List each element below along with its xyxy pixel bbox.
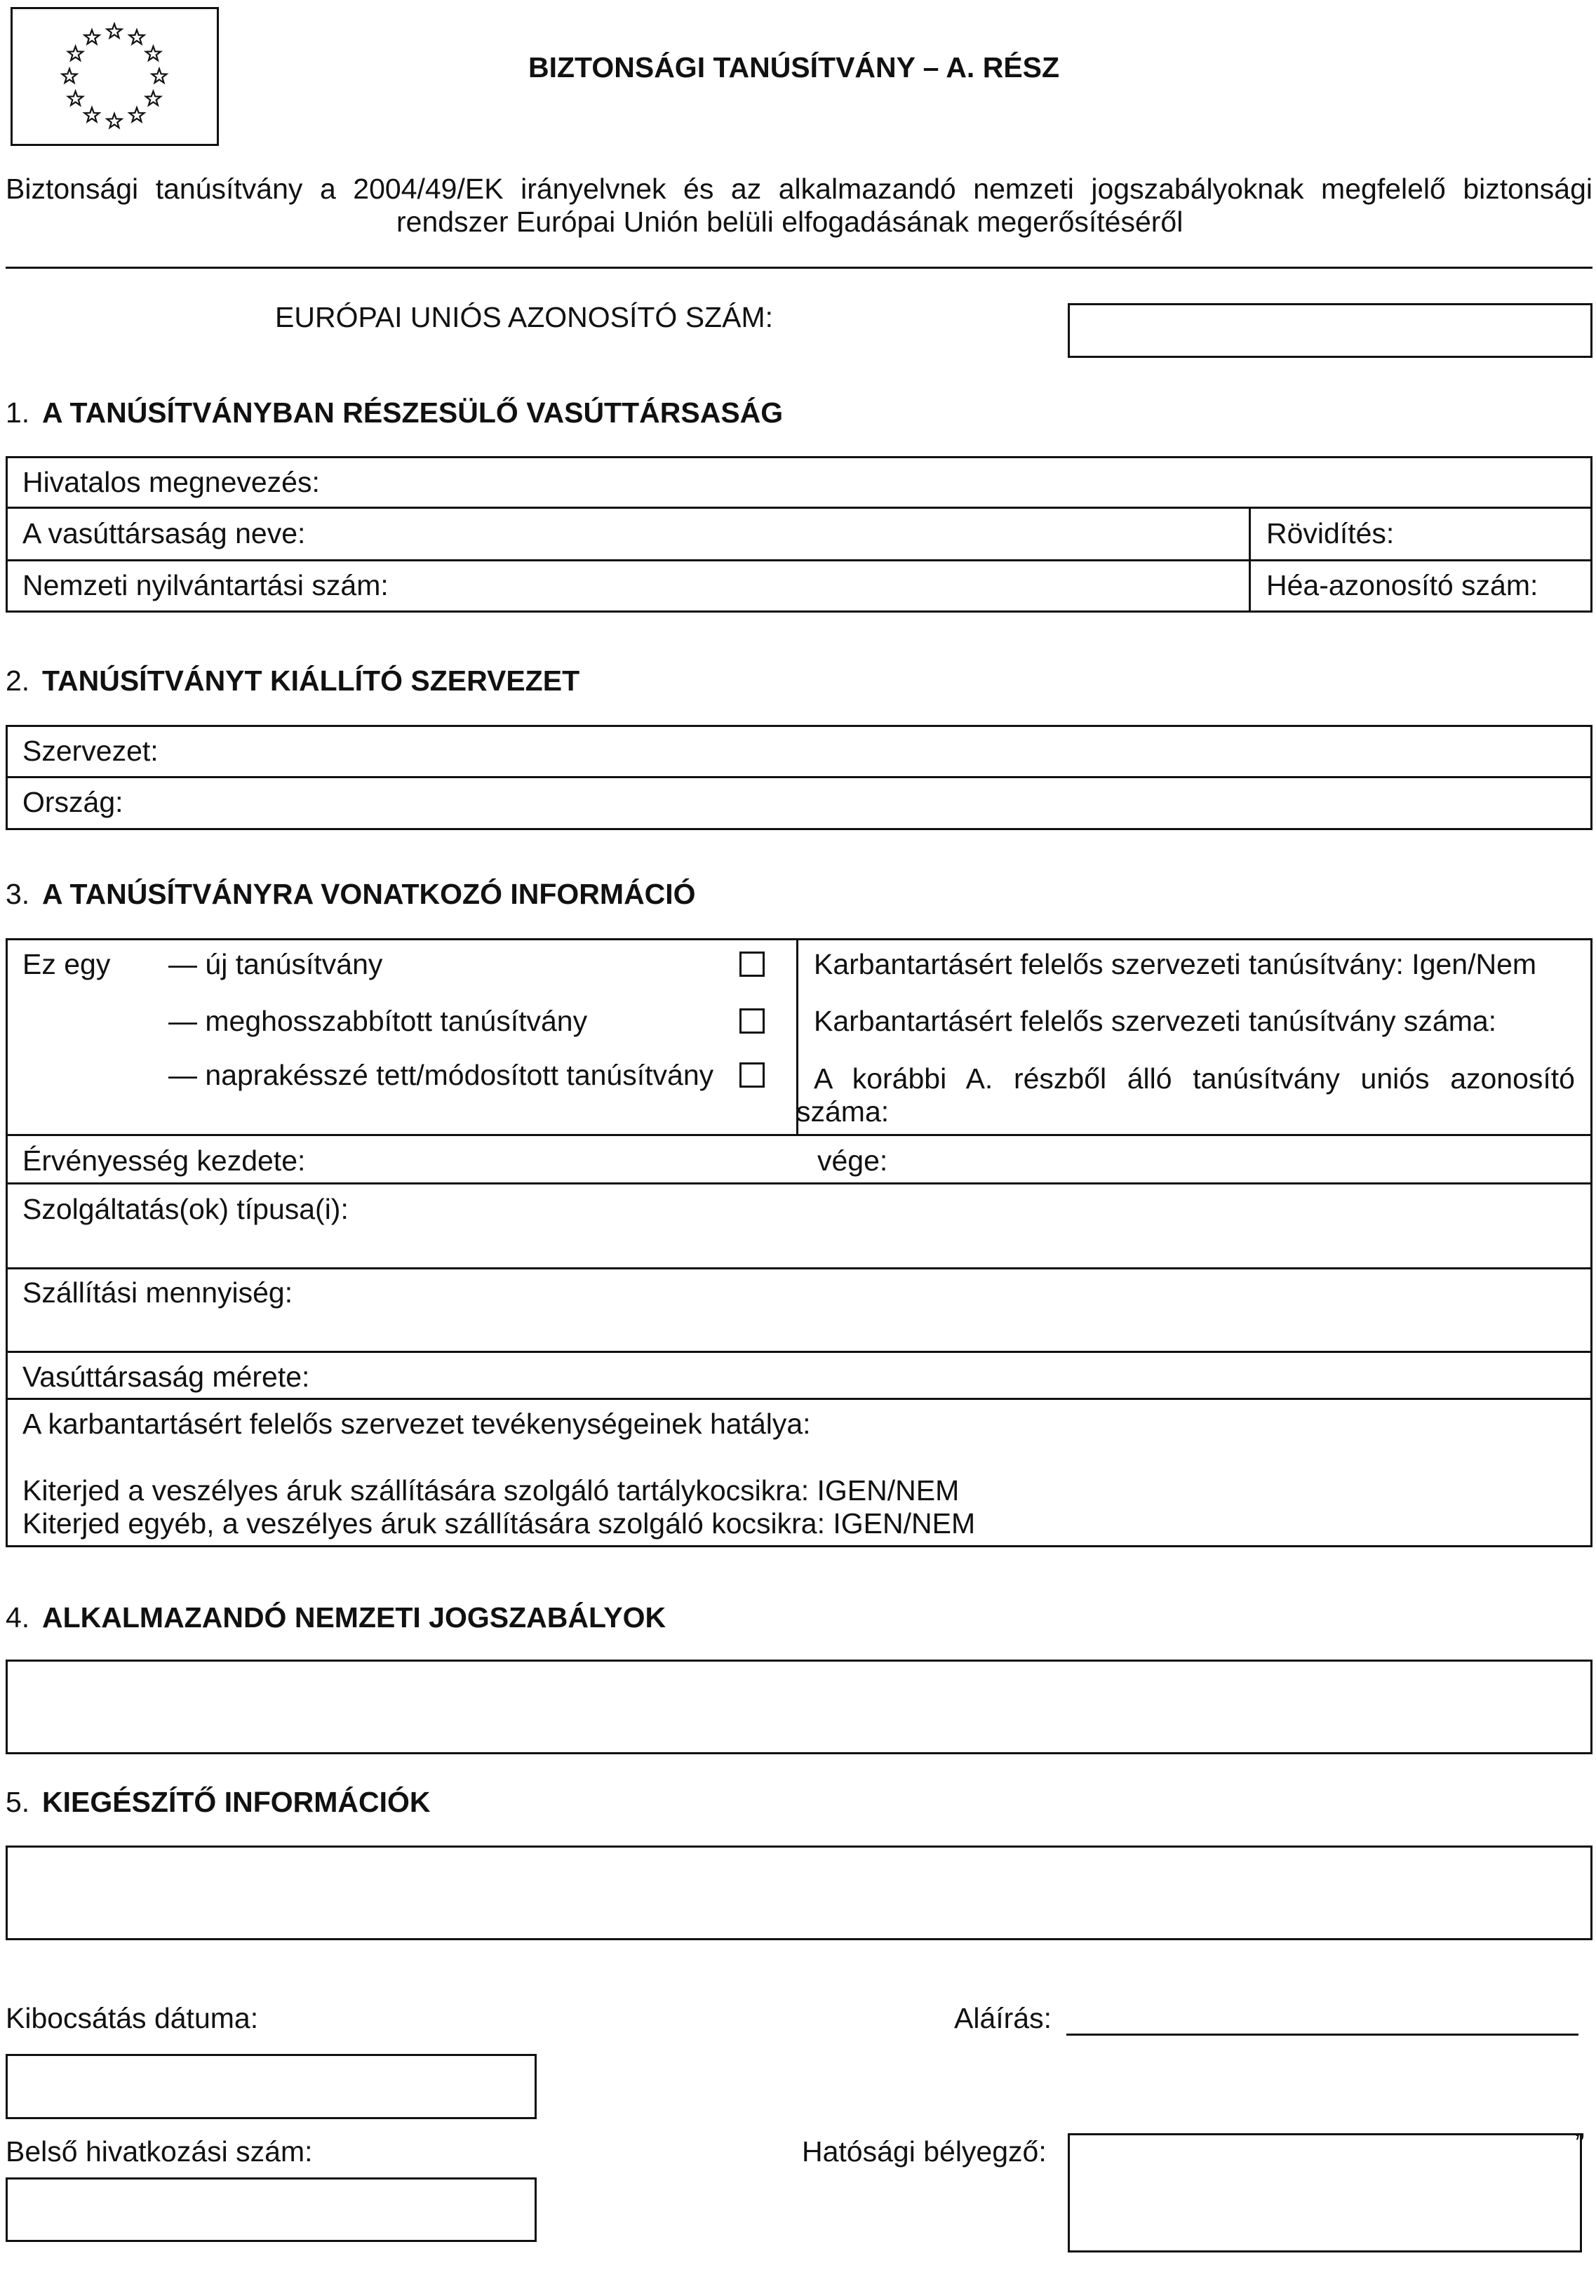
checkbox-updated[interactable] xyxy=(739,1062,765,1088)
issue-date-field[interactable] xyxy=(6,2054,537,2119)
form-subtitle-line2: rendszer Európai Unión belüli elfogadásának megerősítéséről xyxy=(396,206,1183,238)
section5-number: 5. xyxy=(6,1786,30,1818)
service-types-field[interactable]: Szolgáltatás(ok) típusa(i): xyxy=(22,1193,349,1225)
option-new-label: — új tanúsítvány xyxy=(168,948,383,980)
national-reg-field[interactable]: Nemzeti nyilvántartási szám: xyxy=(22,569,389,601)
star-icon xyxy=(85,107,100,121)
authority-stamp-field[interactable] xyxy=(1068,2133,1582,2252)
checkbox-new[interactable] xyxy=(739,952,765,977)
section3-row-divider xyxy=(6,1182,1592,1184)
form-title: BIZTONSÁGI TANÚSÍTVÁNY – A. RÉSZ xyxy=(528,51,1060,84)
vat-id-field[interactable]: Héa-azonosító szám: xyxy=(1266,569,1538,601)
prev-id-field-line2: száma: xyxy=(796,1095,890,1128)
star-icon xyxy=(152,69,167,83)
authority-stamp-label: Hatósági bélyegző: xyxy=(802,2135,1047,2168)
eu-stars-icon xyxy=(13,9,217,144)
section4-number: 4. xyxy=(6,1601,30,1634)
additional-info-field[interactable] xyxy=(6,1846,1592,1940)
validity-start-field[interactable]: Érvényesség kezdete: xyxy=(22,1144,306,1177)
official-name-field[interactable]: Hivatalos megnevezés: xyxy=(22,466,320,498)
section1-row-divider xyxy=(6,559,1592,561)
section3-title: A TANÚSÍTVÁNYRA VONATKOZÓ INFORMÁCIÓ xyxy=(42,878,696,910)
prev-id-field-line1[interactable]: A korábbi A. részből álló tanúsítvány uniós azonosító xyxy=(814,1062,1575,1095)
company-size-field[interactable]: Vasúttársaság mérete: xyxy=(22,1361,310,1393)
section2-row-divider xyxy=(6,776,1592,778)
star-icon xyxy=(130,30,145,44)
company-name-field[interactable]: A vasúttársaság neve: xyxy=(22,517,306,549)
country-field[interactable]: Ország: xyxy=(22,786,123,818)
other-wagons-field[interactable]: Kiterjed egyéb, a veszélyes áruk szállítására szolgáló kocsikra: IGEN/NEM xyxy=(22,1507,976,1540)
section1-col-divider xyxy=(1249,507,1251,613)
star-icon xyxy=(146,46,161,60)
star-icon xyxy=(62,69,77,83)
option-updated-label: — naprakésszé tett/módosított tanúsítvány xyxy=(168,1059,714,1091)
eu-id-label: EURÓPAI UNIÓS AZONOSÍTÓ SZÁM: xyxy=(275,301,773,333)
section3-row-divider xyxy=(6,1351,1592,1353)
section5-title: KIEGÉSZÍTŐ INFORMÁCIÓK xyxy=(42,1786,431,1818)
checkbox-renewed[interactable] xyxy=(739,1008,765,1034)
section3-number: 3. xyxy=(6,878,30,910)
organisation-field[interactable]: Szervezet: xyxy=(22,735,159,767)
section2-title: TANÚSÍTVÁNYT KIÁLLÍTÓ SZERVEZET xyxy=(42,665,580,697)
section2-number: 2. xyxy=(6,665,30,697)
ecm-cert-field[interactable]: Karbantartásért felelős szervezeti tanúsítvány: Igen/Nem xyxy=(814,948,1537,980)
section3-row-divider xyxy=(6,1267,1592,1269)
section1-row-divider xyxy=(6,507,1592,509)
option-renewed-label: — meghosszabbított tanúsítvány xyxy=(168,1005,588,1037)
internal-ref-label: Belső hivatkozási szám: xyxy=(6,2135,313,2168)
section3-row-divider xyxy=(6,1134,1592,1136)
star-icon xyxy=(68,46,83,60)
section1-number: 1. xyxy=(6,396,30,429)
form-subtitle-line1: Biztonsági tanúsítvány a 2004/49/EK irányelvnek és az alkalmazandó nemzeti jogszabályoknak megfelelő biztonsági xyxy=(6,173,1592,205)
section1-title: A TANÚSÍTVÁNYBAN RÉSZESÜLŐ VASÚTTÁRSASÁG xyxy=(42,396,784,429)
closing-quote: ” xyxy=(1575,2127,1585,2159)
star-icon xyxy=(68,91,83,105)
ecm-scope-field[interactable]: A karbantartásért felelős szervezet tevékenységeinek hatálya: xyxy=(22,1408,811,1440)
star-icon xyxy=(130,107,145,121)
internal-ref-field[interactable] xyxy=(6,2177,537,2242)
star-icon xyxy=(107,24,122,38)
signature-label: Aláírás: xyxy=(954,2002,1052,2034)
header-divider xyxy=(6,267,1592,269)
validity-end-field[interactable]: vége: xyxy=(817,1144,888,1177)
tank-wagons-field[interactable]: Kiterjed a veszélyes áruk szállítására szolgáló tartálykocsikra: IGEN/NEM xyxy=(22,1474,960,1507)
ecm-cert-number-field[interactable]: Karbantartásért felelős szervezeti tanúsítvány száma: xyxy=(814,1005,1497,1037)
signature-line[interactable] xyxy=(1066,2034,1578,2036)
star-icon xyxy=(85,30,100,44)
section4-title: ALKALMAZANDÓ NEMZETI JOGSZABÁLYOK xyxy=(42,1601,666,1634)
star-icon xyxy=(107,114,122,128)
this-is-label: Ez egy xyxy=(22,948,111,980)
section3-row-divider xyxy=(6,1398,1592,1400)
star-icon xyxy=(146,91,161,105)
issue-date-label: Kibocsátás dátuma: xyxy=(6,2002,259,2034)
abbreviation-field[interactable]: Rövidítés: xyxy=(1266,517,1395,549)
eu-id-field[interactable] xyxy=(1068,303,1592,358)
national-legislation-field[interactable] xyxy=(6,1660,1592,1754)
transport-volume-field[interactable]: Szállítási mennyiség: xyxy=(22,1276,293,1309)
eu-flag-icon xyxy=(11,7,219,146)
